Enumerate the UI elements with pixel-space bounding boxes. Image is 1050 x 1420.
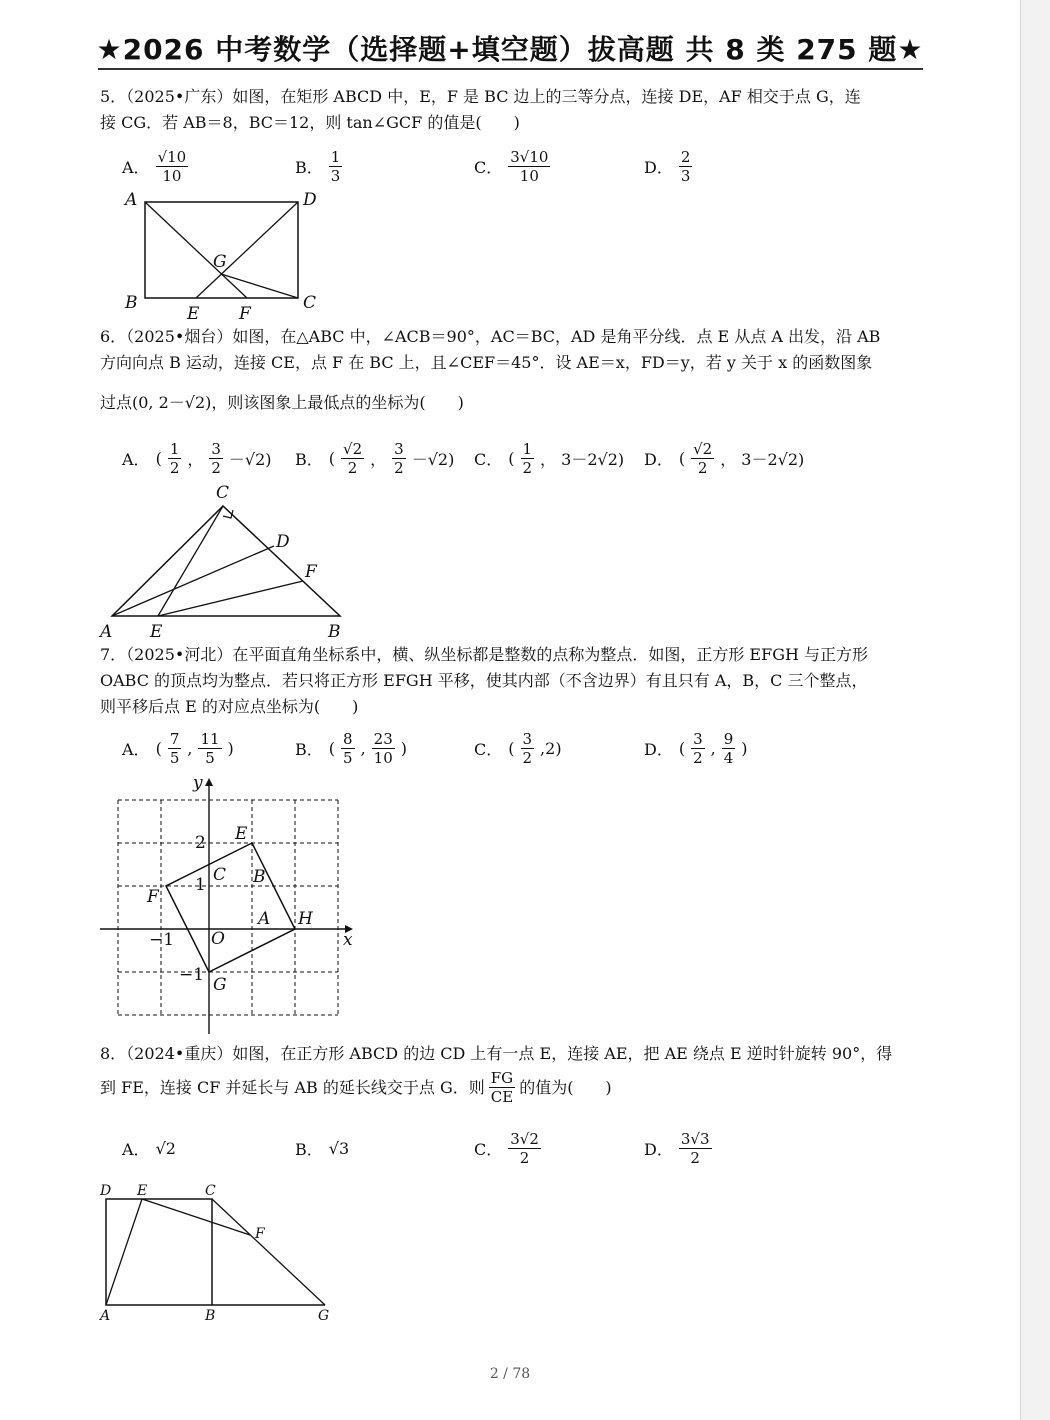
label-c: C: [216, 483, 230, 503]
segment-gc: [221, 274, 298, 298]
square-abcd: [106, 1199, 212, 1305]
q8-option-b[interactable]: B． √3: [295, 1138, 350, 1159]
tick-x-neg1: −1: [149, 930, 175, 950]
label-e: E: [235, 824, 248, 844]
segment-af: [145, 202, 247, 298]
label-d: D: [276, 532, 290, 552]
q7-option-d[interactable]: D． ( $\frac{3}{2}$ , $\frac{9}{4}$ ): [644, 729, 748, 767]
question-7-figure: [95, 772, 365, 1037]
label-y: y: [193, 773, 203, 793]
question-5-figure: [115, 185, 335, 325]
label-x: x: [343, 930, 353, 950]
question-6: [100, 324, 925, 416]
q8-option-c[interactable]: C． $\frac{3√2}{2}$: [474, 1129, 539, 1167]
q6-option-d[interactable]: D． ( $\frac{√2}{2}$ ， 3－2√2): [644, 439, 805, 477]
label-e: E: [187, 304, 200, 324]
label-d: D: [303, 190, 317, 210]
question-8: [100, 1041, 925, 1106]
q7-option-a[interactable]: A． ( $\frac{7}{5}$ , $\frac{11}{5}$ ): [122, 729, 234, 767]
label-b: B: [205, 1308, 216, 1324]
label-f: F: [239, 304, 251, 324]
q5-option-d[interactable]: D． $\frac{2}{3}$: [644, 147, 691, 185]
question-6-line1: 6．（2025•烟台）如图，在△ABC 中，∠ACB＝90°，AC＝BC，AD 是角平分线．点 E 从点 A 出发，沿 AB: [100, 327, 881, 346]
q6-option-c[interactable]: C． ( $\frac{1}{2}$ ， 3－2√2): [474, 439, 625, 477]
label-g: G: [213, 975, 227, 995]
q8-option-a[interactable]: A． √2: [122, 1138, 176, 1159]
label-b: B: [328, 622, 341, 642]
page-title: ★2026 中考数学（选择题+填空题）拔高题 共 8 类 275 题★: [96, 33, 924, 66]
question-5-line2: 接 CG．若 AB＝8，BC＝12，则 tan∠GCF 的值是( ): [100, 113, 520, 132]
label-h: H: [298, 909, 313, 929]
label-f: F: [147, 887, 159, 907]
label-g: G: [213, 252, 227, 272]
tick-y-1: 1: [195, 875, 206, 895]
label-a: A: [100, 622, 113, 642]
q5-option-b[interactable]: B． $\frac{1}{3}$: [295, 147, 341, 185]
segment-ef: [142, 1199, 250, 1235]
label-c: C: [213, 865, 227, 885]
page-number: 2 / 78: [489, 1366, 531, 1382]
question-7-line3: 则平移后点 E 的对应点坐标为( ): [100, 697, 359, 716]
tick-y-2: 2: [195, 833, 206, 853]
label-g: G: [318, 1308, 330, 1324]
question-6-figure: [98, 480, 358, 645]
q5-option-a[interactable]: A． $\frac{√10}{10}$: [122, 147, 187, 185]
question-7-options: [122, 718, 922, 778]
grid-lines: [118, 800, 338, 1015]
label-e: E: [150, 622, 163, 642]
question-8-line1: 8．（2024•重庆）如图，在正方形 ABCD 的边 CD 上有一点 E，连接 AE，把 AE 绕点 E 逆时针旋转 90°，得: [100, 1044, 893, 1063]
question-5-line1: 5．（2025•广东）如图，在矩形 ABCD 中，E，F 是 BC 边上的三等分点，连接 DE，AF 相交于点 G，连: [100, 87, 861, 106]
label-b: B: [253, 867, 266, 887]
label-d: D: [100, 1183, 112, 1199]
label-a: A: [100, 1308, 111, 1324]
label-o: O: [211, 929, 225, 949]
label-e: E: [137, 1183, 148, 1199]
label-f: F: [305, 562, 317, 582]
segment-de: [196, 202, 298, 298]
y-axis-arrow: [205, 778, 213, 786]
title-divider: [98, 68, 923, 70]
question-6-options: [122, 428, 922, 488]
question-5: [100, 84, 925, 136]
viewer-right-margin: [1020, 0, 1050, 1420]
label-c: C: [205, 1183, 216, 1199]
label-c: C: [303, 293, 317, 313]
q6-option-b[interactable]: B． ( $\frac{√2}{2}$ ， $\frac{3}{2}$ －√2): [295, 439, 455, 477]
q7-option-b[interactable]: B． ( $\frac{8}{5}$ , $\frac{23}{10}$ ): [295, 729, 407, 767]
q5-option-c[interactable]: C． $\frac{3√10}{10}$: [474, 147, 549, 185]
segment-ae: [106, 1199, 142, 1305]
q8-option-d[interactable]: D． $\frac{3√3}{2}$: [644, 1129, 710, 1167]
q6-option-a[interactable]: A． ( $\frac{1}{2}$ ， $\frac{3}{2}$ －√2): [122, 439, 272, 477]
question-7-line1: 7．（2025•河北）在平面直角坐标系中，横、纵坐标都是整数的点称为整点．如图，正方形 EFGH 与正方形: [100, 645, 869, 664]
label-b: B: [125, 293, 138, 313]
question-8-figure: [95, 1178, 345, 1328]
label-a: A: [258, 909, 271, 929]
question-7-line2: OABC 的顶点均为整点．若只将正方形 EFGH 平移，使其内部（不含边界）有且只有 A，B，C 三个整点，: [100, 671, 868, 690]
question-6-line3: 过点(0, 2－√2)，则该图象上最低点的坐标为( ): [100, 393, 464, 412]
q7-option-c[interactable]: C． ( $\frac{3}{2}$ ,2): [474, 729, 562, 767]
segment-cg: [212, 1199, 325, 1305]
question-8-options: [122, 1118, 922, 1178]
tick-y-neg1: −1: [179, 965, 205, 985]
question-7: [100, 642, 925, 720]
label-f: F: [255, 1226, 265, 1242]
square-efgh: [166, 843, 295, 972]
question-8-line2: 到 FE，连接 CF 并延长与 AB 的延长线交于点 G．则 $\frac{FG}{CE}$ 的值为( ): [100, 1069, 612, 1106]
label-a: A: [125, 190, 138, 210]
rectangle-abcd: [145, 202, 298, 298]
question-6-line2: 方向向点 B 运动，连接 CE，点 F 在 BC 上，且∠CEF＝45°．设 AE＝x，FD＝y，若 y 关于 x 的函数图象: [100, 353, 873, 372]
